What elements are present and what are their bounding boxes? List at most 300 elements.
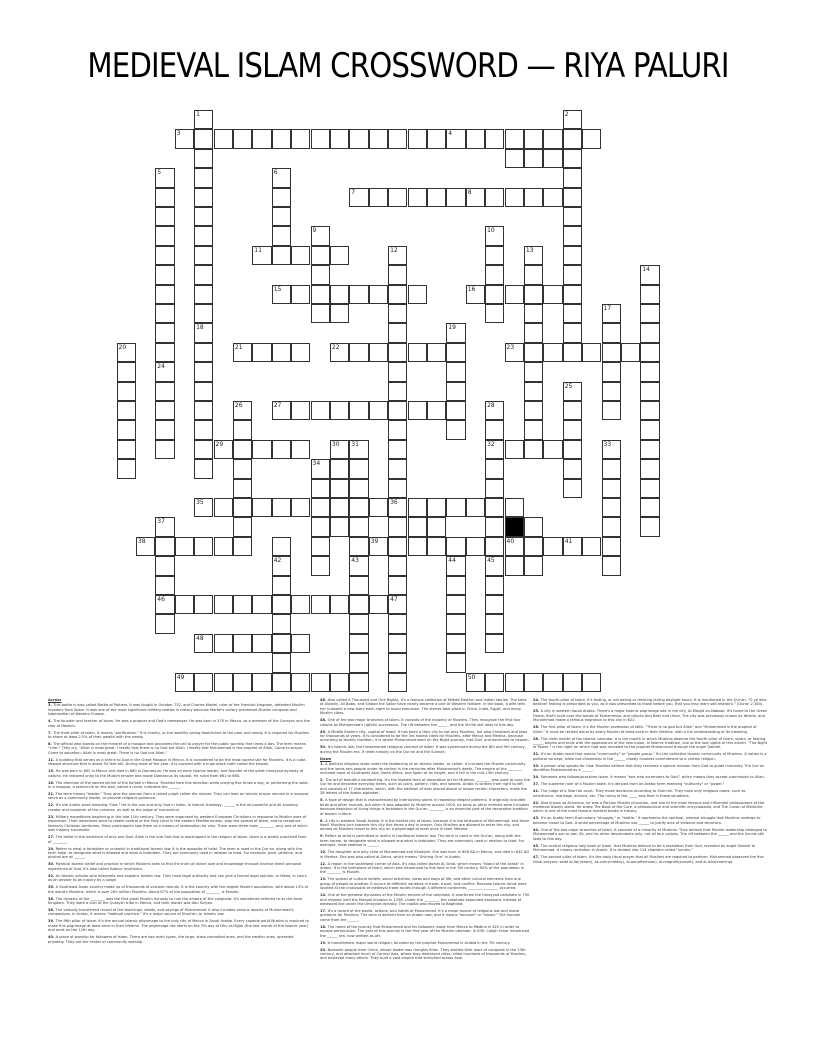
grid-cell[interactable] (505, 343, 524, 362)
grid-cell[interactable] (563, 382, 582, 401)
grid-cell[interactable] (640, 459, 659, 478)
grid-cell[interactable] (311, 265, 330, 284)
grid-cell[interactable] (291, 498, 310, 517)
grid-cell[interactable] (330, 498, 349, 517)
grid-cell[interactable] (408, 343, 427, 362)
grid-cell[interactable] (446, 595, 465, 614)
grid-cell[interactable] (330, 595, 349, 614)
grid-cell[interactable] (524, 556, 543, 575)
grid-cell[interactable] (388, 382, 407, 401)
grid-cell[interactable] (427, 498, 446, 517)
grid-cell[interactable] (349, 634, 368, 653)
grid-cell[interactable] (252, 673, 271, 692)
grid-cell[interactable] (349, 537, 368, 556)
grid-cell[interactable] (369, 129, 388, 148)
grid-cell[interactable] (543, 673, 562, 692)
grid-cell[interactable] (485, 479, 504, 498)
grid-cell[interactable] (194, 207, 213, 226)
grid-cell[interactable] (563, 265, 582, 284)
grid-cell[interactable] (563, 401, 582, 420)
grid-cell[interactable] (524, 673, 543, 692)
grid-cell[interactable] (349, 285, 368, 304)
grid-cell[interactable] (485, 401, 504, 420)
grid-cell[interactable] (524, 420, 543, 439)
grid-cell[interactable] (272, 440, 291, 459)
grid-cell[interactable] (563, 323, 582, 342)
grid-cell[interactable] (563, 304, 582, 323)
grid-cell[interactable] (602, 498, 621, 517)
grid-cell[interactable] (194, 595, 213, 614)
grid-cell[interactable] (388, 673, 407, 692)
grid-cell[interactable] (175, 595, 194, 614)
grid-cell[interactable] (369, 595, 388, 614)
grid-cell[interactable] (233, 440, 252, 459)
grid-cell[interactable] (524, 246, 543, 265)
grid-cell[interactable] (155, 362, 174, 381)
grid-cell[interactable] (330, 401, 349, 420)
grid-cell[interactable] (640, 498, 659, 517)
grid-cell[interactable] (272, 401, 291, 420)
grid-cell[interactable] (427, 401, 446, 420)
grid-cell[interactable] (485, 285, 504, 304)
grid-cell[interactable] (602, 323, 621, 342)
grid-cell[interactable] (446, 343, 465, 362)
grid-cell[interactable] (485, 595, 504, 614)
grid-cell[interactable] (602, 459, 621, 478)
grid-cell[interactable] (602, 440, 621, 459)
grid-cell[interactable] (543, 188, 562, 207)
grid-cell[interactable] (194, 265, 213, 284)
grid-cell[interactable] (252, 129, 271, 148)
grid-cell[interactable] (485, 440, 504, 459)
grid-cell[interactable] (485, 304, 504, 323)
grid-cell[interactable] (543, 343, 562, 362)
grid-cell[interactable] (485, 517, 504, 536)
grid-cell[interactable] (272, 343, 291, 362)
grid-cell[interactable] (524, 517, 543, 536)
grid-cell[interactable] (117, 440, 136, 459)
grid-cell[interactable] (214, 498, 233, 517)
grid-cell[interactable] (330, 285, 349, 304)
grid-cell[interactable] (466, 188, 485, 207)
grid-cell[interactable] (485, 634, 504, 653)
grid-cell[interactable] (155, 614, 174, 633)
grid-cell[interactable] (272, 129, 291, 148)
grid-cell[interactable] (485, 537, 504, 556)
grid-cell[interactable] (563, 459, 582, 478)
grid-cell[interactable] (505, 440, 524, 459)
grid-cell[interactable] (563, 479, 582, 498)
grid-cell[interactable] (155, 265, 174, 284)
grid-cell[interactable] (466, 129, 485, 148)
grid-cell[interactable] (388, 188, 407, 207)
grid-cell[interactable] (640, 382, 659, 401)
grid-cell[interactable] (233, 459, 252, 478)
grid-cell[interactable] (640, 304, 659, 323)
grid-cell[interactable] (349, 343, 368, 362)
grid-cell[interactable] (194, 168, 213, 187)
grid-cell[interactable] (272, 537, 291, 556)
grid-cell[interactable] (291, 343, 310, 362)
grid-cell[interactable] (408, 537, 427, 556)
grid-cell[interactable] (427, 517, 446, 536)
grid-cell[interactable] (194, 285, 213, 304)
grid-cell[interactable] (563, 673, 582, 692)
grid-cell[interactable] (446, 382, 465, 401)
grid-cell[interactable] (602, 304, 621, 323)
grid-cell[interactable] (427, 129, 446, 148)
grid-cell[interactable] (427, 343, 446, 362)
grid-cell[interactable] (330, 440, 349, 459)
grid-cell[interactable] (194, 420, 213, 439)
grid-cell[interactable] (311, 537, 330, 556)
grid-cell[interactable] (330, 343, 349, 362)
grid-cell[interactable] (233, 537, 252, 556)
grid-cell[interactable] (175, 537, 194, 556)
grid-cell[interactable] (349, 188, 368, 207)
grid-cell[interactable] (466, 285, 485, 304)
grid-cell[interactable] (543, 149, 562, 168)
grid-cell[interactable] (272, 168, 291, 187)
grid-cell[interactable] (563, 149, 582, 168)
grid-cell[interactable] (640, 440, 659, 459)
grid-cell[interactable] (485, 129, 504, 148)
grid-cell[interactable] (563, 168, 582, 187)
grid-cell[interactable] (485, 265, 504, 284)
grid-cell[interactable] (524, 537, 543, 556)
grid-cell[interactable] (485, 226, 504, 245)
grid-cell[interactable] (388, 614, 407, 633)
grid-cell[interactable] (233, 401, 252, 420)
grid-cell[interactable] (233, 673, 252, 692)
grid-cell[interactable] (194, 188, 213, 207)
grid-cell[interactable] (621, 343, 640, 362)
grid-cell[interactable] (155, 207, 174, 226)
grid-cell[interactable] (446, 420, 465, 439)
grid-cell[interactable] (505, 498, 524, 517)
grid-cell[interactable] (582, 343, 601, 362)
grid-cell[interactable] (233, 634, 252, 653)
grid-cell[interactable] (194, 401, 213, 420)
grid-cell[interactable] (330, 517, 349, 536)
grid-cell[interactable] (388, 246, 407, 265)
grid-cell[interactable] (369, 498, 388, 517)
grid-cell[interactable] (446, 323, 465, 342)
grid-cell[interactable] (543, 537, 562, 556)
grid-cell[interactable] (388, 537, 407, 556)
grid-cell[interactable] (349, 673, 368, 692)
grid-cell[interactable] (214, 129, 233, 148)
grid-cell[interactable] (194, 129, 213, 148)
grid-cell[interactable] (369, 401, 388, 420)
grid-cell[interactable] (427, 537, 446, 556)
grid-cell[interactable] (446, 556, 465, 575)
grid-cell[interactable] (311, 479, 330, 498)
grid-cell[interactable] (388, 653, 407, 672)
grid-cell[interactable] (446, 498, 465, 517)
grid-cell[interactable] (155, 576, 174, 595)
grid-cell[interactable] (388, 129, 407, 148)
grid-cell[interactable] (252, 246, 271, 265)
grid-cell[interactable] (466, 537, 485, 556)
grid-cell[interactable] (349, 479, 368, 498)
grid-cell[interactable] (214, 595, 233, 614)
grid-cell[interactable] (524, 401, 543, 420)
grid-cell[interactable] (117, 401, 136, 420)
grid-cell[interactable] (640, 401, 659, 420)
grid-cell[interactable] (291, 129, 310, 148)
grid-cell[interactable] (330, 673, 349, 692)
grid-cell[interactable] (388, 285, 407, 304)
grid-cell[interactable] (272, 595, 291, 614)
grid-cell[interactable] (291, 246, 310, 265)
grid-cell[interactable] (194, 440, 213, 459)
grid-cell[interactable] (349, 517, 368, 536)
grid-cell[interactable] (369, 285, 388, 304)
grid-cell[interactable] (155, 420, 174, 439)
grid-cell[interactable] (640, 517, 659, 536)
grid-cell[interactable] (155, 304, 174, 323)
grid-cell[interactable] (233, 517, 252, 536)
grid-cell[interactable] (543, 285, 562, 304)
grid-cell[interactable] (408, 285, 427, 304)
grid-cell[interactable] (175, 673, 194, 692)
grid-cell[interactable] (155, 517, 174, 536)
grid-cell[interactable] (505, 149, 524, 168)
grid-cell[interactable] (155, 401, 174, 420)
grid-cell[interactable] (640, 323, 659, 342)
grid-cell[interactable] (155, 537, 174, 556)
grid-cell[interactable] (291, 440, 310, 459)
grid-cell[interactable] (524, 440, 543, 459)
grid-cell[interactable] (427, 188, 446, 207)
grid-cell[interactable] (602, 537, 621, 556)
grid-cell[interactable] (466, 498, 485, 517)
grid-cell[interactable] (408, 498, 427, 517)
grid-cell[interactable] (349, 498, 368, 517)
grid-cell[interactable] (446, 401, 465, 420)
grid-cell[interactable] (291, 595, 310, 614)
grid-cell[interactable] (272, 653, 291, 672)
grid-cell[interactable] (485, 673, 504, 692)
grid-cell[interactable] (388, 265, 407, 284)
grid-cell[interactable] (388, 343, 407, 362)
grid-cell[interactable] (194, 226, 213, 245)
grid-cell[interactable] (194, 304, 213, 323)
grid-cell[interactable] (311, 226, 330, 245)
grid-cell[interactable] (388, 440, 407, 459)
grid-cell[interactable] (194, 459, 213, 478)
grid-cell[interactable] (117, 343, 136, 362)
grid-cell[interactable] (563, 343, 582, 362)
grid-cell[interactable] (505, 188, 524, 207)
grid-cell[interactable] (155, 343, 174, 362)
grid-cell[interactable] (524, 285, 543, 304)
grid-cell[interactable] (446, 653, 465, 672)
grid-cell[interactable] (505, 673, 524, 692)
grid-cell[interactable] (640, 285, 659, 304)
grid-cell[interactable] (311, 595, 330, 614)
grid-cell[interactable] (602, 343, 621, 362)
grid-cell[interactable] (311, 285, 330, 304)
grid-cell[interactable] (194, 382, 213, 401)
grid-cell[interactable] (446, 362, 465, 381)
grid-cell[interactable] (214, 537, 233, 556)
grid-cell[interactable] (388, 323, 407, 342)
grid-cell[interactable] (640, 479, 659, 498)
grid-cell[interactable] (563, 285, 582, 304)
grid-cell[interactable] (388, 595, 407, 614)
grid-cell[interactable] (194, 498, 213, 517)
grid-cell[interactable] (388, 498, 407, 517)
grid-cell[interactable] (563, 226, 582, 245)
grid-cell[interactable] (349, 653, 368, 672)
grid-cell[interactable] (349, 614, 368, 633)
grid-cell[interactable] (155, 556, 174, 575)
grid-cell[interactable] (563, 420, 582, 439)
grid-cell[interactable] (524, 188, 543, 207)
grid-cell[interactable] (155, 246, 174, 265)
grid-cell[interactable] (524, 129, 543, 148)
grid-cell[interactable] (272, 673, 291, 692)
grid-cell[interactable] (640, 362, 659, 381)
grid-cell[interactable] (485, 459, 504, 478)
grid-cell[interactable] (388, 420, 407, 439)
grid-cell[interactable] (602, 479, 621, 498)
grid-cell[interactable] (272, 188, 291, 207)
grid-cell[interactable] (349, 556, 368, 575)
grid-cell[interactable] (330, 479, 349, 498)
grid-cell[interactable] (524, 382, 543, 401)
grid-cell[interactable] (446, 614, 465, 633)
grid-cell[interactable] (543, 129, 562, 148)
grid-cell[interactable] (485, 498, 504, 517)
grid-cell[interactable] (233, 479, 252, 498)
grid-cell[interactable] (194, 323, 213, 342)
grid-cell[interactable] (252, 343, 271, 362)
grid-cell[interactable] (233, 129, 252, 148)
grid-cell[interactable] (369, 188, 388, 207)
grid-cell[interactable] (408, 129, 427, 148)
grid-cell[interactable] (155, 323, 174, 342)
grid-cell[interactable] (349, 576, 368, 595)
grid-cell[interactable] (272, 226, 291, 245)
grid-cell[interactable] (214, 440, 233, 459)
grid-cell[interactable] (602, 401, 621, 420)
grid-cell[interactable] (524, 149, 543, 168)
grid-cell[interactable] (349, 440, 368, 459)
grid-cell[interactable] (349, 595, 368, 614)
grid-cell[interactable] (272, 246, 291, 265)
grid-cell[interactable] (524, 362, 543, 381)
grid-cell[interactable] (117, 362, 136, 381)
grid-cell[interactable] (330, 304, 349, 323)
grid-cell[interactable] (311, 129, 330, 148)
grid-cell[interactable] (388, 576, 407, 595)
grid-cell[interactable] (563, 129, 582, 148)
grid-cell[interactable] (155, 440, 174, 459)
grid-cell[interactable] (446, 537, 465, 556)
grid-cell[interactable] (155, 285, 174, 304)
grid-cell[interactable] (194, 537, 213, 556)
grid-cell[interactable] (194, 362, 213, 381)
grid-cell[interactable] (388, 556, 407, 575)
grid-cell[interactable] (582, 673, 601, 692)
grid-cell[interactable] (388, 401, 407, 420)
grid-cell[interactable] (563, 537, 582, 556)
grid-cell[interactable] (272, 614, 291, 633)
grid-cell[interactable] (311, 401, 330, 420)
grid-cell[interactable] (330, 129, 349, 148)
grid-cell[interactable] (446, 634, 465, 653)
grid-cell[interactable] (388, 634, 407, 653)
grid-cell[interactable] (272, 285, 291, 304)
grid-cell[interactable] (524, 265, 543, 284)
grid-cell[interactable] (524, 343, 543, 362)
grid-cell[interactable] (563, 110, 582, 129)
grid-cell[interactable] (214, 673, 233, 692)
grid-cell[interactable] (272, 498, 291, 517)
grid-cell[interactable] (388, 362, 407, 381)
grid-cell[interactable] (252, 634, 271, 653)
grid-cell[interactable] (272, 576, 291, 595)
grid-cell[interactable] (136, 537, 155, 556)
grid-cell[interactable] (233, 498, 252, 517)
grid-cell[interactable] (485, 246, 504, 265)
grid-cell[interactable] (408, 401, 427, 420)
grid-cell[interactable] (311, 556, 330, 575)
grid-cell[interactable] (155, 188, 174, 207)
grid-cell[interactable] (194, 110, 213, 129)
grid-cell[interactable] (485, 556, 504, 575)
grid-cell[interactable] (485, 188, 504, 207)
grid-cell[interactable] (272, 634, 291, 653)
grid-cell[interactable] (214, 634, 233, 653)
grid-cell[interactable] (291, 634, 310, 653)
grid-cell[interactable] (311, 517, 330, 536)
grid-cell[interactable] (194, 634, 213, 653)
grid-cell[interactable] (408, 188, 427, 207)
grid-cell[interactable] (291, 673, 310, 692)
grid-cell[interactable] (291, 401, 310, 420)
grid-cell[interactable] (602, 362, 621, 381)
grid-cell[interactable] (563, 207, 582, 226)
grid-cell[interactable] (175, 129, 194, 148)
grid-cell[interactable] (388, 459, 407, 478)
grid-cell[interactable] (194, 149, 213, 168)
grid-cell[interactable] (272, 207, 291, 226)
grid-cell[interactable] (408, 517, 427, 536)
grid-cell[interactable] (194, 673, 213, 692)
grid-cell[interactable] (311, 304, 330, 323)
grid-cell[interactable] (505, 285, 524, 304)
grid-cell[interactable] (505, 537, 524, 556)
grid-cell[interactable] (446, 576, 465, 595)
grid-cell[interactable] (272, 556, 291, 575)
grid-cell[interactable] (252, 498, 271, 517)
grid-cell[interactable] (485, 614, 504, 633)
grid-cell[interactable] (524, 304, 543, 323)
grid-cell[interactable] (349, 401, 368, 420)
grid-cell[interactable] (155, 595, 174, 614)
grid-cell[interactable] (602, 382, 621, 401)
grid-cell[interactable] (485, 576, 504, 595)
grid-cell[interactable] (563, 440, 582, 459)
grid-cell[interactable] (563, 188, 582, 207)
grid-cell[interactable] (311, 459, 330, 478)
grid-cell[interactable] (117, 382, 136, 401)
grid-cell[interactable] (640, 420, 659, 439)
